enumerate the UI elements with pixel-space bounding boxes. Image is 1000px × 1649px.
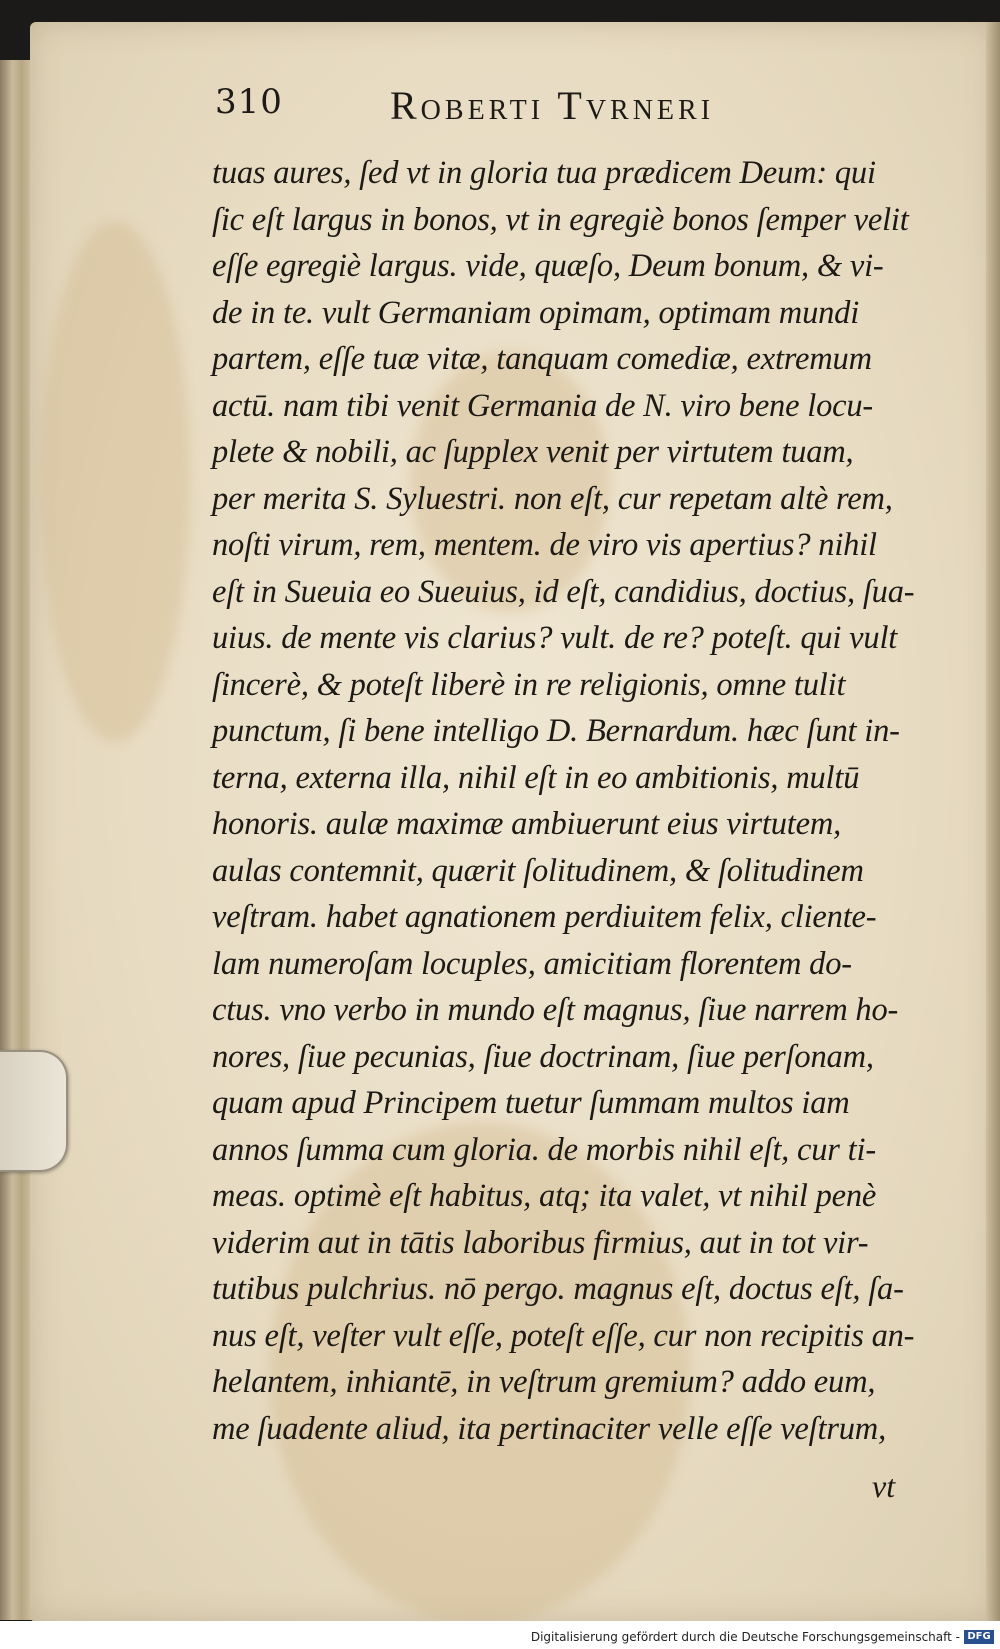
text-line: terna, externa illa, nihil eſt in eo ambitionis, multū	[212, 759, 860, 796]
text-line: partem, eſſe tuæ vitæ, tanquam comediæ, extremum	[212, 341, 872, 377]
text-line: ſic eſt largus in bonos, vt in egregiè bonos ſemper velit	[212, 201, 909, 238]
text-line: helantem, inhiantē, in veſtrum gremium? addo eum,	[212, 1364, 876, 1400]
running-head: Roberti Tvrneri	[390, 83, 715, 128]
page-number: 310	[215, 82, 283, 122]
text-line: ſincerè, & poteſt liberè in re religionis, omne tulit	[212, 666, 846, 703]
dfg-logo: DFG	[964, 1630, 994, 1644]
text-line: de in te. vult Germaniam opimam, optimam mundi	[212, 294, 860, 331]
text-line: plete & nobili, ac ſupplex venit per virtutem tuam,	[212, 434, 854, 470]
text-line: eſt in Sueuia eo Sueuius, id eſt, candidius, doctius, ſua-	[212, 573, 915, 610]
text-line: me ſuadente aliud, ita pertinaciter velle eſſe veſtrum,	[212, 1410, 887, 1447]
water-stain	[40, 222, 190, 742]
text-line: punctum, ſi bene intelligo D. Bernardum. hæc ſunt in-	[212, 713, 900, 749]
text-line: meas. optimè eſt habitus, atq; ita valet, vt nihil penè	[212, 1178, 877, 1214]
text-line: viderim aut in tātis laboribus firmius, aut in tot vir-	[212, 1224, 869, 1261]
text-line: uius. de mente vis clarius? vult. de re? poteſt. qui vult	[212, 620, 898, 656]
text-line: noſti virum, rem, mentem. de viro vis apertius? nihil	[212, 527, 877, 563]
text-line: eſſe egregiè largus. vide, quæſo, Deum bonum, & vi-	[212, 248, 884, 284]
text-line: nus eſt, veſter vult eſſe, poteſt eſſe, cur non recipitis an-	[212, 1317, 915, 1354]
text-line: veſtram. habet agnationem perdiuitem felix, cliente-	[212, 899, 877, 935]
text-line: annos ſumma cum gloria. de morbis nihil eſt, cur ti-	[212, 1131, 876, 1168]
text-line: tutibus pulchrius. nō pergo. magnus eſt, doctus eſt, ſa-	[212, 1271, 904, 1307]
text-line: actū. nam tibi venit Germania de N. viro bene locu-	[212, 387, 874, 424]
page-header	[215, 82, 915, 132]
text-line: nores, ſiue pecunias, ſiue doctrinam, ſiue perſonam,	[212, 1038, 874, 1075]
text-line: quam apud Principem tuetur ſummam multos iam	[212, 1085, 850, 1121]
text-line: ctus. vno verbo in mundo eſt magnus, ſiue narrem ho-	[212, 992, 899, 1028]
text-line: honoris. aulæ maximæ ambiuerunt eius virtutem,	[212, 806, 842, 842]
text-line: tuas aures, ſed vt in gloria tua prædicem Deum: qui	[212, 155, 876, 191]
book-clip	[0, 1050, 68, 1172]
footer-credit: Digitalisierung gefördert durch die Deutsche Forschungsgemeinschaft -	[530, 1630, 960, 1644]
text-line: lam numeroſam locuples, amicitiam florentem do-	[212, 945, 852, 982]
catchword: vt	[872, 1468, 896, 1504]
page-fold	[986, 22, 1000, 1622]
text-line: per merita S. Syluestri. non eſt, cur repetam altè rem,	[212, 480, 893, 517]
text-line: aulas contemnit, quærit ſolitudinem, & ſolitudinem	[212, 852, 864, 889]
text-block	[212, 150, 932, 1452]
footer-bar	[0, 1621, 1000, 1649]
